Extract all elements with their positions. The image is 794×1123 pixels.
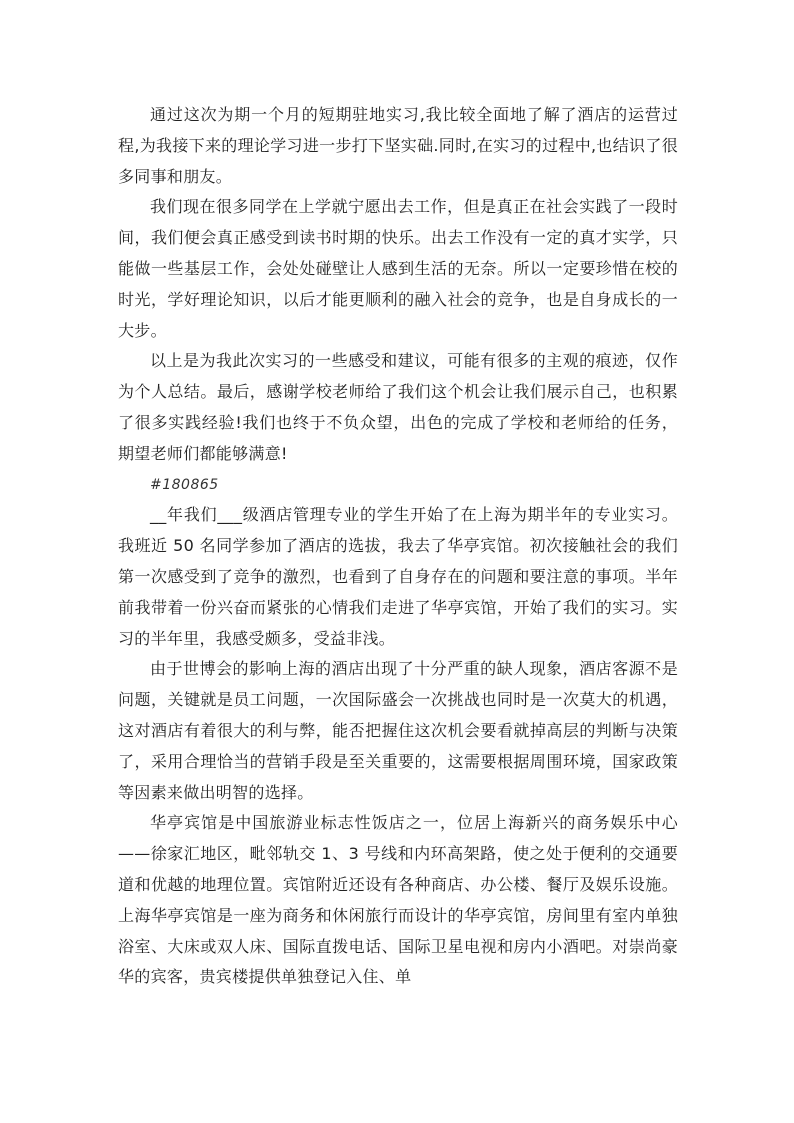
section-code: #180865 — [150, 476, 219, 493]
document-page — [118, 100, 678, 993]
paragraph-hotel-description: 华亭宾馆是中国旅游业标志性饭店之一，位居上海新兴的商务娱乐中心——徐家汇地区，毗邻轨交 1、3 号线和内环高架路，使之处于便利的交通要道和优越的地理位置。宾馆附近还设有各种商店、办公楼、餐厅及娱乐设施。上海华亭宾馆是一座为商务和休闲旅行而设计的华亭宾馆，房间里有室内单独浴室、大床或双人床、国际直拨电话、国际卫星电视和房内小酒吧。对崇尚豪华的宾客，贵宾楼提供单独登记入住、单 — [118, 813, 678, 987]
paragraph-shanghai-internship: __年我们___级酒店管理专业的学生开始了在上海为期半年的专业实习。我班近 50 名同学参加了酒店的选拔，我去了华亭宾馆。初次接触社会的我们第一次感受到了竞争的激烈，也看到了自身存在的问题和要注意的事项。半年前我带着一份兴奋而紧张的心情我们走进了华亭宾馆，开始了我们的实习。实习的半年里，我感受颇多，受益非浅。 — [118, 505, 678, 648]
paragraph-expo-impact: 由于世博会的影响上海的酒店出现了十分严重的缺人现象，酒店客源不是问题，关键就是员工问题，一次国际盛会一次挑战也同时是一次莫大的机遇，这对酒店有着很大的利与弊，能否把握住这次机会要看就掉高层的判断与决策了，采用合理恰当的营销手段是至关重要的，这需要根据周围环境，国家政策等因素来做出明智的选择。 — [118, 659, 678, 802]
paragraph-conclusion: 以上是为我此次实习的一些感受和建议，可能有很多的主观的痕迹，仅作为个人总结。最后，感谢学校老师给了我们这个机会让我们展示自己，也积累了很多实践经验!我们也终于不负众望，出色的完成了学校和老师给的任务，期望老师们都能够满意! — [118, 351, 678, 463]
paragraph-study-reflection: 我们现在很多同学在上学就宁愿出去工作，但是真正在社会实践了一段时间，我们便会真正感受到读书时期的快乐。出去工作没有一定的真才实学，只能做一些基层工作，会处处碰壁让人感到生活的无奈。所以一定要珍惜在校的时光，学好理论知识，以后才能更顺利的融入社会的竞争，也是自身成长的一大步。 — [118, 197, 678, 340]
paragraph-internship-summary: 通过这次为期一个月的短期驻地实习,我比较全面地了解了酒店的运营过程,为我接下来的理论学习进一步打下坚实础.同时,在实习的过程中,也结识了很多同事和朋友。 — [118, 105, 678, 186]
